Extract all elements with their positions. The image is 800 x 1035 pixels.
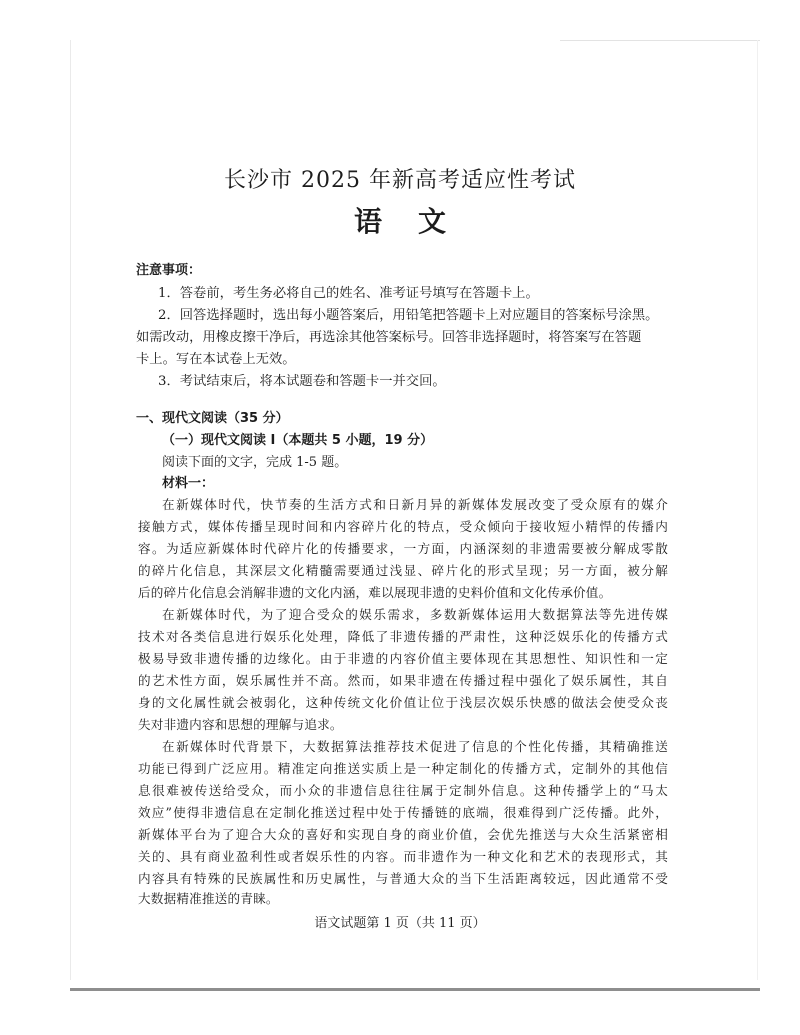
paragraph-line: 在新媒体时代背景下，大数据算法推荐技术促进了信息的个性化传播，其精确推送: [162, 739, 668, 754]
subsection-heading: （一）现代文阅读 I（本题共 5 小题，19 分）: [162, 433, 434, 448]
paragraph-line: 关的、具有商业盈利性或者娱乐性的内容。而非遗作为一种文化和艺术的表现形式，其: [138, 849, 668, 864]
paragraph-line: 效应”使得非遗信息在定制化推送过程中处于传播链的底端，很难得到广泛传播。此外，: [138, 805, 668, 820]
scan-edge-bottom: [70, 988, 760, 991]
paragraph-line: 身的文化属性就会被弱化，这种传统文化价值让位于浅层次娱乐快感的做法会使受众丧: [138, 695, 668, 710]
paragraph-line: 后的碎片化信息会消解非遗的文化内涵，难以展现非遗的史料价值和文化传承价值。: [138, 585, 612, 600]
paragraph-line: 新媒体平台为了迎合大众的喜好和实现自身的商业价值，会优先推送与大众生活紧密相: [138, 827, 668, 842]
notice-heading: 注意事项：: [136, 263, 202, 278]
notice-line: 卡上。写在本试卷上无效。: [136, 352, 296, 367]
paragraph-line: 在新媒体时代，快节奏的生活方式和日新月异的新媒体发展改变了受众原有的媒介: [162, 497, 668, 512]
paragraph-line: 功能已得到广泛应用。精准定向推送实质上是一种定制化的传播方式，定制外的其他信: [138, 761, 668, 776]
paragraph-line: 技术对各类信息进行娱乐化处理，降低了非遗传播的严肃性，这种泛娱乐化的传播方式: [138, 629, 668, 644]
scan-edge-right: [757, 40, 758, 980]
paragraph-line: 内容具有特殊的民族属性和历史属性，与普通大众的当下生活距离较远，因此通常不受: [138, 871, 668, 886]
notice-line: 1．答卷前，考生务必将自己的姓名、准考证号填写在答题卡上。: [158, 286, 539, 301]
notice-line: 2．回答选择题时，选出每小题答案后，用铅笔把答题卡上对应题目的答案标号涂黑。: [158, 308, 659, 323]
section-heading: 一、现代文阅读（35 分）: [136, 411, 289, 426]
paragraph-line: 大数据精准推送的青睐。: [138, 891, 279, 906]
material-label: 材料一：: [162, 476, 215, 491]
exam-title: 长沙市 2025 年新高考适应性考试: [224, 168, 576, 193]
paragraph-line: 接触方式，媒体传播呈现时间和内容碎片化的特点，受众倾向于接收短小精悍的传播内: [138, 519, 668, 534]
paragraph-line: 容。为适应新媒体时代碎片化的传播要求，一方面，内涵深刻的非遗需要被分解成零散: [138, 541, 668, 556]
notice-line: 如需改动，用橡皮擦干净后，再选涂其他答案标号。回答非选择题时，将答案写在答题: [136, 330, 642, 345]
paragraph-line: 失对非遗内容和思想的理解与追求。: [138, 717, 343, 732]
subject-title: 语文: [353, 205, 482, 238]
paragraph-line: 极易导致非遗传播的边缘化。由于非遗的内容价值主要体现在其思想性、知识性和一定: [138, 651, 668, 666]
scan-edge-top: [560, 40, 760, 41]
page-footer: 语文试题第 1 页（共 11 页）: [314, 916, 486, 931]
notice-line: 3．考试结束后，将本试题卷和答题卡一并交回。: [158, 374, 446, 389]
paragraph-line: 在新媒体时代，为了迎合受众的娱乐需求，多数新媒体运用大数据算法等先进传媒: [162, 607, 668, 622]
paragraph-line: 的碎片化信息，其深层文化精髓需要通过浅显、碎片化的形式呈现；另一方面，被分解: [138, 563, 668, 578]
paragraph-line: 息很难被传送给受众，而小众的非遗信息往往属于定制外信息。这种传播学上的“马太: [138, 783, 668, 798]
reading-instruction: 阅读下面的文字，完成 1-5 题。: [162, 455, 348, 470]
paragraph-line: 的艺术性方面，娱乐属性并不高。然而，如果非遗在传播过程中强化了娱乐属性，其自: [138, 673, 668, 688]
scan-edge-left: [70, 40, 71, 980]
